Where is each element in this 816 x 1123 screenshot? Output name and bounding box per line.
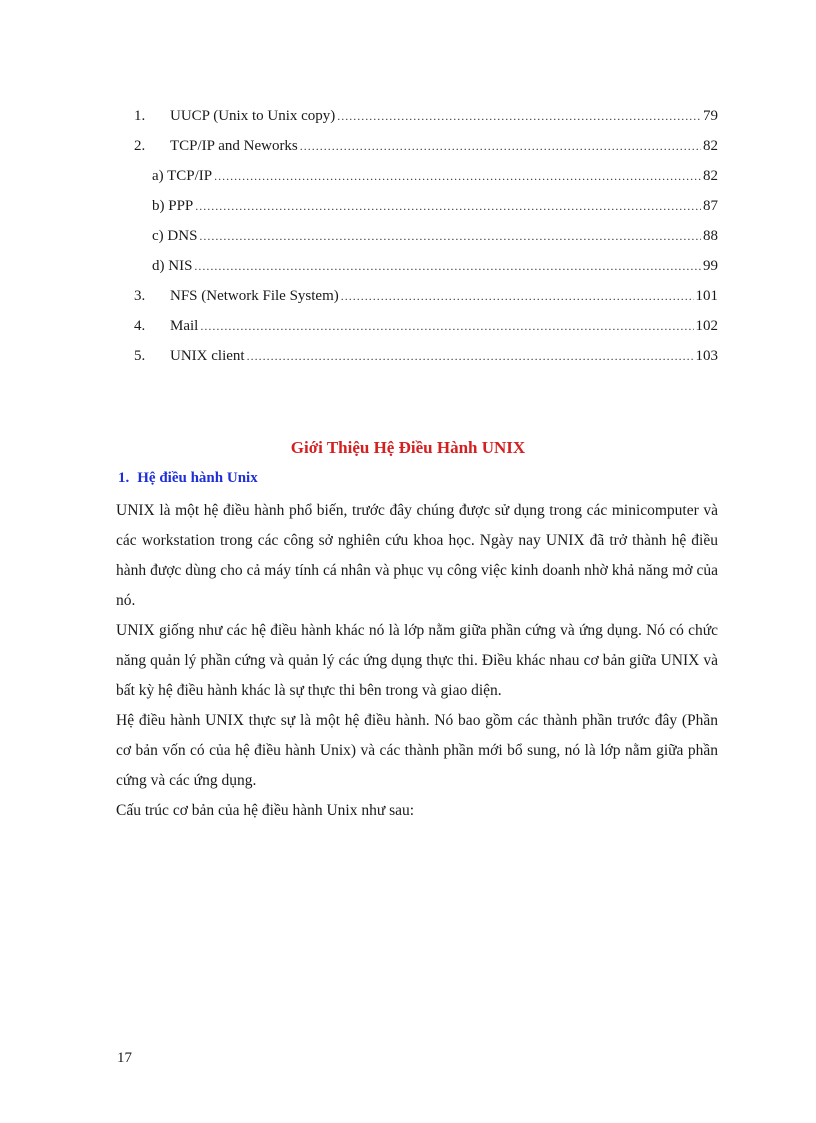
document-title: Giới Thiệu Hệ Điều Hành UNIX bbox=[290, 438, 526, 457]
toc-dot-leader bbox=[194, 254, 701, 278]
toc-subentry-page: 87 bbox=[703, 198, 718, 214]
toc-entry-number: 4. bbox=[134, 318, 146, 334]
section-number: 1. bbox=[118, 470, 130, 486]
toc-entry-number: 5. bbox=[134, 348, 146, 364]
toc-subentry-title: b) PPP bbox=[152, 198, 194, 214]
paragraph: UNIX là một hệ điều hành phổ biến, trước đây chúng được sử dụng trong các minicomputer và các workstation trong các công sở nghiên cứu khoa học. Ngày nay UNIX đã trở thành hệ điều hành được dùng cho cả máy tính cá nhân và phục vụ công việc kinh doanh nhờ khả năng mở của nó. bbox=[116, 502, 718, 609]
paragraph: Hệ điều hành UNIX thực sự là một hệ điều hành. Nó bao gồm các thành phần trước đây (Phần cơ bản vốn có của hệ điều hành Unix) và các thành phần mới bổ sung, nó là lớp nằm giữa phần cứng và các ứng dụng. bbox=[116, 712, 718, 789]
toc-subentry[interactable] bbox=[152, 224, 718, 248]
toc-dot-leader bbox=[195, 194, 701, 218]
toc-entry-title: UNIX client bbox=[170, 348, 245, 364]
toc-dot-leader bbox=[247, 344, 694, 368]
toc-dot-leader bbox=[214, 164, 701, 188]
page-number: 17 bbox=[117, 1050, 132, 1066]
toc-entry-number: 1. bbox=[134, 108, 146, 124]
toc-entry-title: UUCP (Unix to Unix copy) bbox=[170, 108, 336, 124]
toc-entry-page: 82 bbox=[703, 138, 718, 154]
toc-entry[interactable] bbox=[134, 314, 718, 338]
toc-subentry[interactable] bbox=[152, 194, 718, 218]
toc-subentry-title: a) TCP/IP bbox=[152, 168, 213, 184]
toc-dot-leader bbox=[199, 224, 701, 248]
toc-entry-page: 101 bbox=[695, 288, 718, 304]
toc-subentry[interactable] bbox=[152, 254, 718, 278]
toc-entry-page: 103 bbox=[695, 348, 718, 364]
toc-subentry-title: c) DNS bbox=[152, 228, 198, 244]
toc-entry-title: Mail bbox=[170, 318, 199, 334]
toc-subentry-page: 99 bbox=[703, 258, 718, 274]
toc-subentry-page: 82 bbox=[703, 168, 718, 184]
toc-entry-number: 3. bbox=[134, 288, 146, 304]
toc-entry-page: 102 bbox=[695, 318, 718, 334]
toc-entry[interactable] bbox=[134, 284, 718, 308]
section-title: Hệ điều hành Unix bbox=[137, 470, 258, 486]
toc-dot-leader bbox=[337, 104, 701, 128]
body-text bbox=[116, 496, 718, 826]
toc-dot-leader bbox=[300, 134, 701, 158]
toc-entry-title: NFS (Network File System) bbox=[170, 288, 339, 304]
paragraph: UNIX giống như các hệ điều hành khác nó là lớp nằm giữa phần cứng và ứng dụng. Nó có chức năng quản lý phần cứng và quản lý các ứng dụng thực thi. Điều khác nhau cơ bản giữa UNIX và bất kỳ hệ điều hành khác là sự thực thi bên trong và giao diện. bbox=[116, 622, 718, 699]
toc-subentry-page: 88 bbox=[703, 228, 718, 244]
toc-entry-page: 79 bbox=[703, 108, 718, 124]
toc-entry-title: TCP/IP and Neworks bbox=[170, 138, 298, 154]
toc-subentry[interactable] bbox=[152, 164, 718, 188]
toc-subentry-title: d) NIS bbox=[152, 258, 193, 274]
section-heading bbox=[118, 470, 258, 487]
toc-entry[interactable] bbox=[134, 344, 718, 368]
toc-entry-number: 2. bbox=[134, 138, 146, 154]
toc-dot-leader bbox=[200, 314, 693, 338]
toc-dot-leader bbox=[341, 284, 694, 308]
paragraph: Cấu trúc cơ bản của hệ điều hành Unix như sau: bbox=[116, 802, 415, 819]
toc-entry[interactable] bbox=[134, 104, 718, 128]
toc-entry[interactable] bbox=[134, 134, 718, 158]
